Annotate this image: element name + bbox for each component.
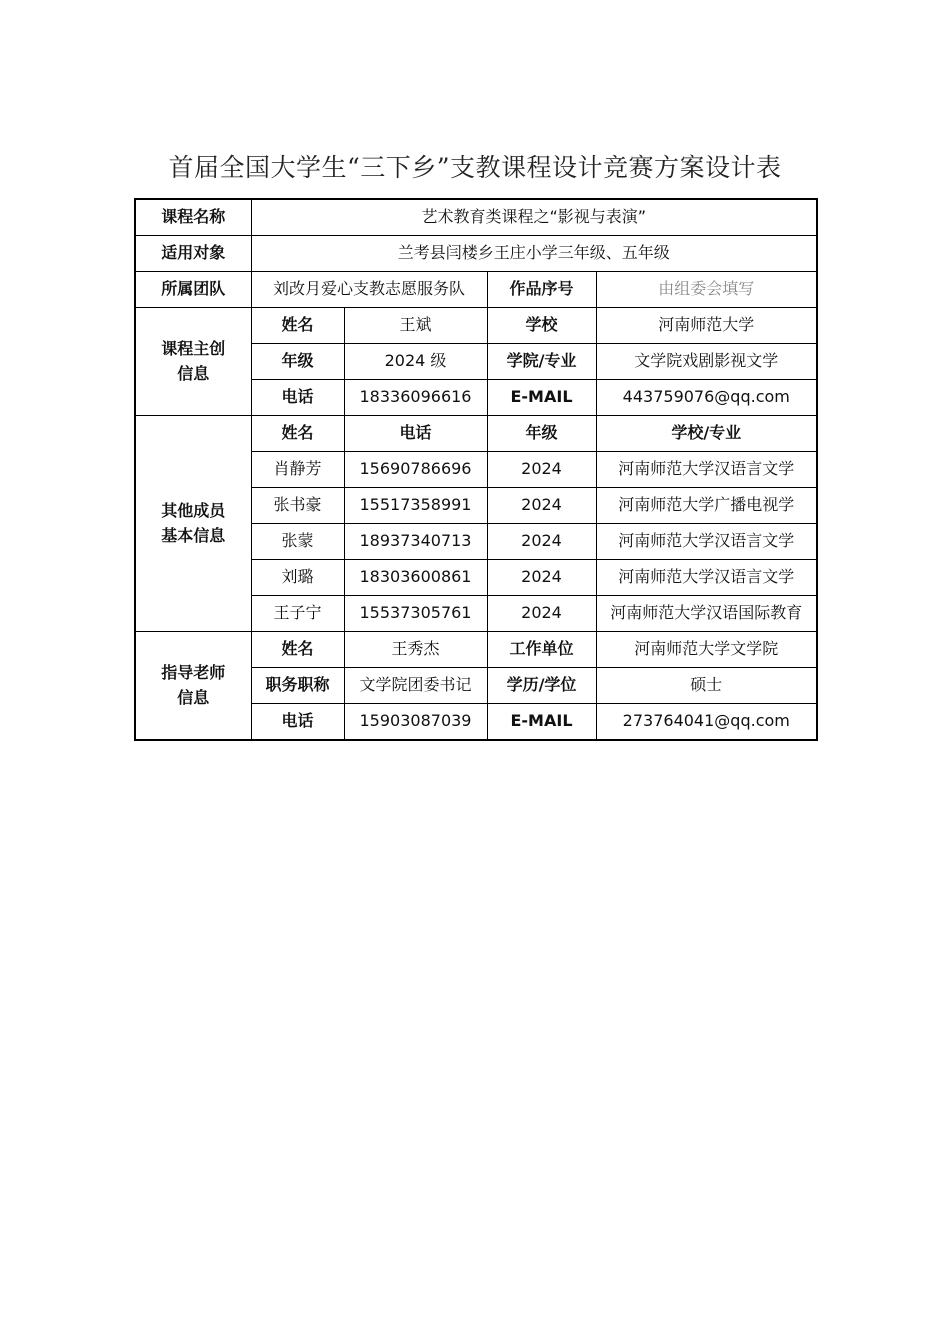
audience-value: 兰考县闫楼乡王庄小学三年级、五年级 xyxy=(251,236,817,272)
creator-section-line1: 课程主创 xyxy=(161,338,226,358)
course-name-label: 课程名称 xyxy=(135,199,251,236)
member-grade: 2024 xyxy=(487,596,596,632)
member-name: 刘璐 xyxy=(251,560,344,596)
member-phone: 18303600861 xyxy=(344,560,487,596)
creator-email-value: 443759076@qq.com xyxy=(596,380,817,416)
creator-section-label xyxy=(135,308,251,416)
audience-label: 适用对象 xyxy=(135,236,251,272)
member-school: 河南师范大学广播电视学 xyxy=(596,488,817,524)
members-header-phone: 电话 xyxy=(344,416,487,452)
creator-college-label: 学院/专业 xyxy=(487,344,596,380)
members-section-line1: 其他成员 xyxy=(161,500,226,520)
member-phone: 18937340713 xyxy=(344,524,487,560)
advisor-unit-label: 工作单位 xyxy=(487,632,596,668)
creator-grade-value: 2024 级 xyxy=(344,344,487,380)
advisor-degree-label: 学历/学位 xyxy=(487,668,596,704)
advisor-email-label: E-MAIL xyxy=(487,704,596,741)
advisor-name-label: 姓名 xyxy=(251,632,344,668)
creator-section-line2: 信息 xyxy=(177,363,210,383)
advisor-title-label: 职务职称 xyxy=(251,668,344,704)
advisor-section-line1: 指导老师 xyxy=(161,662,226,682)
advisor-phone-value: 15903087039 xyxy=(344,704,487,741)
team-value: 刘改月爱心支教志愿服务队 xyxy=(251,272,487,308)
member-grade: 2024 xyxy=(487,524,596,560)
course-name-value: 艺术教育类课程之“影视与表演” xyxy=(251,199,817,236)
creator-phone-value: 18336096616 xyxy=(344,380,487,416)
advisor-row-1 xyxy=(135,632,817,668)
member-school: 河南师范大学汉语言文学 xyxy=(596,560,817,596)
member-name: 王子宁 xyxy=(251,596,344,632)
serial-value: 由组委会填写 xyxy=(596,272,817,308)
member-grade: 2024 xyxy=(487,560,596,596)
advisor-email-value: 273764041@qq.com xyxy=(596,704,817,741)
member-phone: 15537305761 xyxy=(344,596,487,632)
members-header-grade: 年级 xyxy=(487,416,596,452)
creator-row-1 xyxy=(135,308,817,344)
creator-email-label: E-MAIL xyxy=(487,380,596,416)
design-form-table xyxy=(134,198,818,741)
members-section-label xyxy=(135,416,251,632)
serial-label: 作品序号 xyxy=(487,272,596,308)
course-name-row xyxy=(135,199,817,236)
member-grade: 2024 xyxy=(487,452,596,488)
page-title: 首届全国大学生“三下乡”支教课程设计竞赛方案设计表 xyxy=(168,153,782,182)
advisor-phone-label: 电话 xyxy=(251,704,344,741)
members-header-name: 姓名 xyxy=(251,416,344,452)
advisor-unit-value: 河南师范大学文学院 xyxy=(596,632,817,668)
team-label: 所属团队 xyxy=(135,272,251,308)
member-school: 河南师范大学汉语言文学 xyxy=(596,524,817,560)
member-phone: 15517358991 xyxy=(344,488,487,524)
creator-college-value: 文学院戏剧影视文学 xyxy=(596,344,817,380)
creator-phone-label: 电话 xyxy=(251,380,344,416)
creator-name-value: 王斌 xyxy=(344,308,487,344)
members-section-line2: 基本信息 xyxy=(161,525,226,545)
creator-name-label: 姓名 xyxy=(251,308,344,344)
advisor-section-line2: 信息 xyxy=(177,687,210,707)
advisor-name-value: 王秀杰 xyxy=(344,632,487,668)
creator-school-value: 河南师范大学 xyxy=(596,308,817,344)
advisor-section-label xyxy=(135,632,251,741)
creator-grade-label: 年级 xyxy=(251,344,344,380)
audience-row xyxy=(135,236,817,272)
member-name: 张书豪 xyxy=(251,488,344,524)
member-name: 肖静芳 xyxy=(251,452,344,488)
members-header-school: 学校/专业 xyxy=(596,416,817,452)
member-phone: 15690786696 xyxy=(344,452,487,488)
advisor-title-value: 文学院团委书记 xyxy=(344,668,487,704)
member-school: 河南师范大学汉语言文学 xyxy=(596,452,817,488)
creator-school-label: 学校 xyxy=(487,308,596,344)
member-grade: 2024 xyxy=(487,488,596,524)
member-name: 张蒙 xyxy=(251,524,344,560)
member-school: 河南师范大学汉语国际教育 xyxy=(596,596,817,632)
advisor-degree-value: 硕士 xyxy=(596,668,817,704)
members-header-row xyxy=(135,416,817,452)
team-row xyxy=(135,272,817,308)
